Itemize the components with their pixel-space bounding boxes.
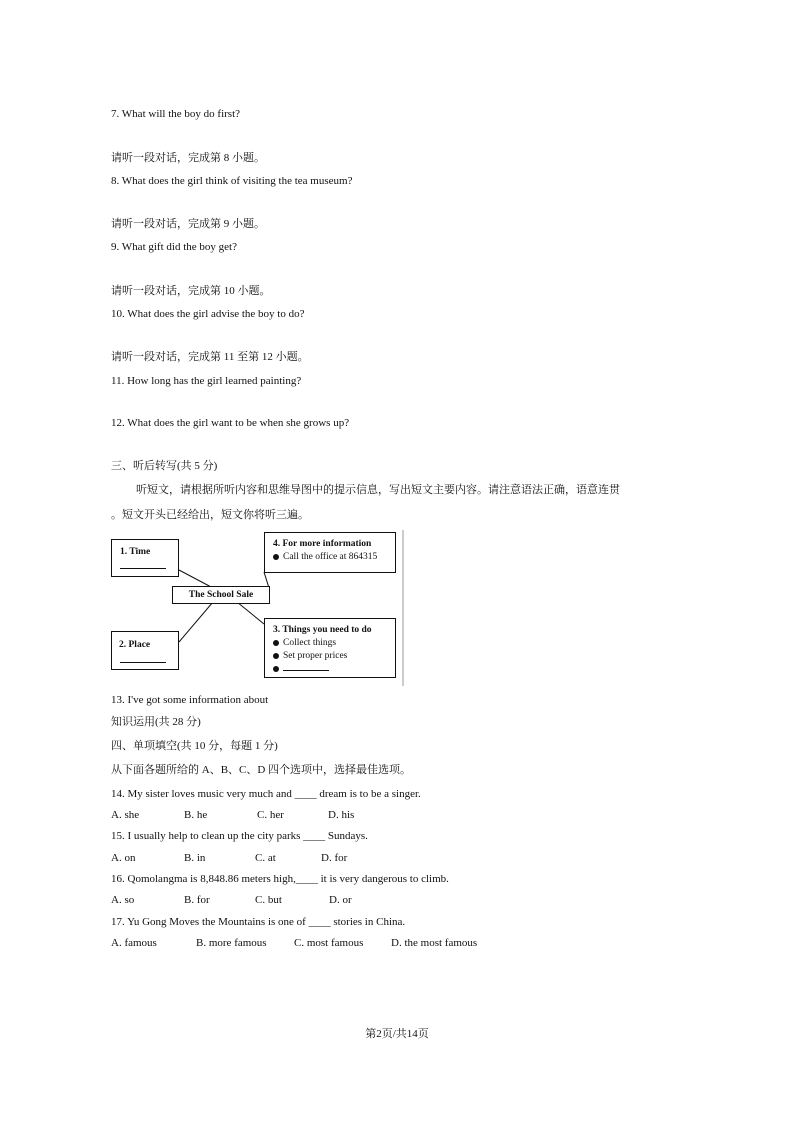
bullet-icon [273,554,279,560]
question-17: 17. Yu Gong Moves the Mountains is one of ____ stories in China. [111,916,406,928]
option-d[interactable]: D. for [321,852,348,864]
question-14: 14. My sister loves music very much and ____ dream is to be a singer. [111,788,421,800]
section4-instruction: 从下面各题所给的 A、B、C、D 四个选项中，选择最佳选项。 [111,764,412,776]
option-d[interactable]: D. or [329,894,352,906]
info-item: Call the office at 864315 [283,552,378,562]
option-b[interactable]: B. more famous [196,937,267,949]
question-9: 9. What gift did the boy get? [111,241,237,253]
question-8: 8. What does the girl think of visiting the tea museum? [111,175,353,187]
option-c[interactable]: C. most famous [294,937,364,949]
info-title: 4. For more information [273,539,372,549]
time-blank[interactable] [120,568,166,569]
question-10: 10. What does the girl advise the boy to do? [111,308,305,320]
bullet-icon [273,653,279,659]
bullet-icon [273,666,279,672]
section3-instruction-2: 。短文开头已经给出，短文你将听三遍。 [111,509,309,521]
question-16: 16. Qomolangma is 8,848.86 meters high,____ it is very dangerous to climb. [111,873,449,885]
option-a[interactable]: A. so [111,894,135,906]
option-d[interactable]: D. his [328,809,355,821]
mind-map-things-box [264,618,396,678]
question-7: 7. What will the boy do first? [111,108,241,120]
option-b[interactable]: B. in [184,852,206,864]
options-15 [111,851,347,865]
time-label: 1. Time [120,547,151,557]
section3-instruction-1: 听短文，请根据所听内容和思维导图中的提示信息，写出短文主要内容。请注意语法正确，语意连贯 [136,484,620,496]
page-footer: 第2页/共14页 [365,1028,429,1040]
question-11: 11. How long has the girl learned painting? [111,375,302,387]
option-a[interactable]: A. she [111,809,140,821]
option-a[interactable]: A. famous [111,937,157,949]
option-b[interactable]: B. for [184,894,210,906]
instruction-8: 请听一段对话，完成第 8 小题。 [111,152,265,164]
option-c[interactable]: C. but [255,894,282,906]
mind-map-time-box [111,539,179,577]
things-title: 3. Things you need to do [273,625,372,635]
option-a[interactable]: A. on [111,852,136,864]
option-c[interactable]: C. at [255,852,276,864]
knowledge-title: 知识运用(共 28 分) [111,716,201,728]
options-16 [111,893,352,907]
bullet-icon [273,640,279,646]
mind-map-info-box [264,532,396,573]
options-17 [111,936,477,950]
question-15: 15. I usually help to clean up the city parks ____ Sundays. [111,830,368,842]
mind-map [111,530,406,688]
options-14 [111,808,354,822]
things-item-1: Collect things [283,638,337,648]
center-label: The School Sale [188,590,254,600]
things-blank[interactable] [283,670,329,671]
instruction-10: 请听一段对话，完成第 10 小题。 [111,285,271,297]
section4-title: 四、单项填空(共 10 分，每题 1 分) [111,740,278,752]
option-d[interactable]: D. the most famous [391,937,478,949]
place-label: 2. Place [119,640,151,650]
option-c[interactable]: C. her [257,809,284,821]
section3-title: 三、听后转写(共 5 分) [111,460,218,472]
question-12: 12. What does the girl want to be when she grows up? [111,417,350,429]
place-blank[interactable] [120,662,166,663]
things-item-2: Set proper prices [283,651,348,661]
option-b[interactable]: B. he [184,809,208,821]
mind-map-place-box [111,631,179,670]
instruction-11-12: 请听一段对话，完成第 11 至第 12 小题。 [111,351,309,363]
mind-map-center-box [172,586,270,604]
question-13: 13. I've got some information about [111,694,269,706]
instruction-9: 请听一段对话，完成第 9 小题。 [111,218,265,230]
